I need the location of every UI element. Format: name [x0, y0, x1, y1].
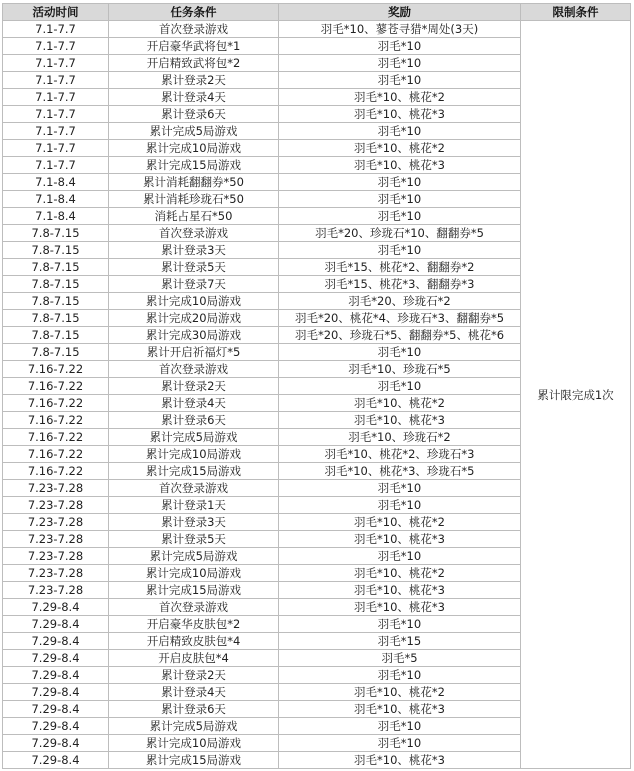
cell-activity-time: 7.23-7.28 — [3, 514, 109, 531]
cell-reward: 羽毛*10 — [279, 174, 521, 191]
cell-task-condition: 累计完成5局游戏 — [109, 718, 279, 735]
cell-task-condition: 累计登录5天 — [109, 531, 279, 548]
header-task-condition: 任务条件 — [109, 4, 279, 21]
cell-reward: 羽毛*10 — [279, 378, 521, 395]
cell-activity-time: 7.1-7.7 — [3, 106, 109, 123]
cell-activity-time: 7.8-7.15 — [3, 344, 109, 361]
cell-reward: 羽毛*10、桃花*2 — [279, 565, 521, 582]
cell-reward: 羽毛*10 — [279, 242, 521, 259]
cell-activity-time: 7.1-7.7 — [3, 157, 109, 174]
cell-task-condition: 累计登录6天 — [109, 701, 279, 718]
cell-activity-time: 7.8-7.15 — [3, 225, 109, 242]
cell-task-condition: 累计完成10局游戏 — [109, 293, 279, 310]
cell-activity-time: 7.8-7.15 — [3, 293, 109, 310]
cell-task-condition: 累计完成10局游戏 — [109, 735, 279, 752]
cell-reward: 羽毛*15、桃花*3、翻翻券*3 — [279, 276, 521, 293]
cell-reward: 羽毛*10、桃花*3 — [279, 582, 521, 599]
cell-task-condition: 累计完成15局游戏 — [109, 157, 279, 174]
cell-activity-time: 7.23-7.28 — [3, 582, 109, 599]
cell-reward: 羽毛*20、珍珑石*2 — [279, 293, 521, 310]
cell-task-condition: 开启精致皮肤包*4 — [109, 633, 279, 650]
table-row — [3, 21, 631, 38]
cell-task-condition: 累计完成15局游戏 — [109, 463, 279, 480]
cell-task-condition: 累计消耗珍珑石*50 — [109, 191, 279, 208]
cell-reward: 羽毛*10 — [279, 497, 521, 514]
cell-reward: 羽毛*10 — [279, 344, 521, 361]
cell-activity-time: 7.16-7.22 — [3, 378, 109, 395]
cell-task-condition: 开启豪华武将包*1 — [109, 38, 279, 55]
cell-task-condition: 累计完成10局游戏 — [109, 446, 279, 463]
cell-task-condition: 累计完成15局游戏 — [109, 582, 279, 599]
cell-task-condition: 开启豪华皮肤包*2 — [109, 616, 279, 633]
cell-activity-time: 7.16-7.22 — [3, 429, 109, 446]
cell-task-condition: 累计完成10局游戏 — [109, 140, 279, 157]
cell-task-condition: 累计完成10局游戏 — [109, 565, 279, 582]
cell-activity-time: 7.29-8.4 — [3, 633, 109, 650]
cell-reward: 羽毛*15 — [279, 633, 521, 650]
cell-task-condition: 累计登录2天 — [109, 667, 279, 684]
cell-reward: 羽毛*10、珍珑石*5 — [279, 361, 521, 378]
cell-reward: 羽毛*10 — [279, 548, 521, 565]
cell-activity-time: 7.29-8.4 — [3, 752, 109, 769]
cell-task-condition: 首次登录游戏 — [109, 21, 279, 38]
cell-activity-time: 7.29-8.4 — [3, 735, 109, 752]
cell-task-condition: 首次登录游戏 — [109, 361, 279, 378]
cell-activity-time: 7.23-7.28 — [3, 480, 109, 497]
cell-activity-time: 7.8-7.15 — [3, 327, 109, 344]
cell-activity-time: 7.8-7.15 — [3, 310, 109, 327]
cell-activity-time: 7.29-8.4 — [3, 718, 109, 735]
cell-activity-time: 7.16-7.22 — [3, 446, 109, 463]
cell-activity-time: 7.8-7.15 — [3, 259, 109, 276]
cell-activity-time: 7.1-7.7 — [3, 123, 109, 140]
cell-reward: 羽毛*20、桃花*4、珍珑石*3、翻翻券*5 — [279, 310, 521, 327]
cell-activity-time: 7.8-7.15 — [3, 242, 109, 259]
cell-activity-time: 7.8-7.15 — [3, 276, 109, 293]
cell-task-condition: 累计登录3天 — [109, 514, 279, 531]
cell-reward: 羽毛*20、珍珑石*10、翻翻券*5 — [279, 225, 521, 242]
cell-activity-time: 7.23-7.28 — [3, 531, 109, 548]
cell-reward: 羽毛*10、桃花*3 — [279, 752, 521, 769]
cell-activity-time: 7.29-8.4 — [3, 599, 109, 616]
cell-task-condition: 累计登录4天 — [109, 89, 279, 106]
cell-task-condition: 累计完成15局游戏 — [109, 752, 279, 769]
cell-task-condition: 累计完成5局游戏 — [109, 123, 279, 140]
header-row — [3, 4, 631, 21]
cell-reward: 羽毛*10、桃花*2 — [279, 89, 521, 106]
cell-reward: 羽毛*10 — [279, 123, 521, 140]
cell-activity-time: 7.1-8.4 — [3, 191, 109, 208]
cell-reward: 羽毛*20、珍珑石*5、翻翻券*5、桃花*6 — [279, 327, 521, 344]
cell-task-condition: 累计登录2天 — [109, 378, 279, 395]
cell-task-condition: 累计登录2天 — [109, 72, 279, 89]
cell-task-condition: 累计完成5局游戏 — [109, 429, 279, 446]
cell-reward: 羽毛*10 — [279, 616, 521, 633]
cell-reward: 羽毛*10、桃花*2 — [279, 514, 521, 531]
cell-task-condition: 累计完成30局游戏 — [109, 327, 279, 344]
cell-activity-time: 7.16-7.22 — [3, 412, 109, 429]
cell-activity-time: 7.16-7.22 — [3, 361, 109, 378]
cell-activity-time: 7.1-7.7 — [3, 140, 109, 157]
cell-task-condition: 累计登录7天 — [109, 276, 279, 293]
cell-task-condition: 累计消耗翻翻券*50 — [109, 174, 279, 191]
cell-task-condition: 累计登录5天 — [109, 259, 279, 276]
table-body — [3, 21, 631, 769]
cell-task-condition: 累计登录4天 — [109, 395, 279, 412]
cell-task-condition: 累计登录3天 — [109, 242, 279, 259]
header-activity-time: 活动时间 — [3, 4, 109, 21]
cell-activity-time: 7.1-7.7 — [3, 38, 109, 55]
cell-reward: 羽毛*10 — [279, 72, 521, 89]
cell-reward: 羽毛*10、桃花*3 — [279, 106, 521, 123]
reward-table-container — [2, 3, 630, 769]
cell-reward: 羽毛*5 — [279, 650, 521, 667]
cell-activity-time: 7.1-8.4 — [3, 174, 109, 191]
cell-task-condition: 累计完成5局游戏 — [109, 548, 279, 565]
cell-reward: 羽毛*10 — [279, 191, 521, 208]
cell-reward: 羽毛*10、桃花*2 — [279, 684, 521, 701]
reward-table — [2, 3, 631, 769]
cell-reward: 羽毛*10 — [279, 667, 521, 684]
cell-reward: 羽毛*10 — [279, 38, 521, 55]
cell-reward: 羽毛*10 — [279, 208, 521, 225]
cell-task-condition: 开启精致武将包*2 — [109, 55, 279, 72]
cell-reward: 羽毛*10 — [279, 735, 521, 752]
cell-reward: 羽毛*10、桃花*2 — [279, 395, 521, 412]
cell-task-condition: 首次登录游戏 — [109, 480, 279, 497]
cell-activity-time: 7.1-8.4 — [3, 208, 109, 225]
cell-task-condition: 累计登录6天 — [109, 106, 279, 123]
cell-limit-condition: 累计限完成1次 — [521, 21, 631, 769]
cell-activity-time: 7.29-8.4 — [3, 650, 109, 667]
cell-activity-time: 7.1-7.7 — [3, 72, 109, 89]
cell-reward: 羽毛*10、珍珑石*2 — [279, 429, 521, 446]
header-limit-condition: 限制条件 — [521, 4, 631, 21]
cell-activity-time: 7.29-8.4 — [3, 684, 109, 701]
cell-activity-time: 7.16-7.22 — [3, 395, 109, 412]
cell-reward: 羽毛*10、桃花*2、珍珑石*3 — [279, 446, 521, 463]
header-reward: 奖励 — [279, 4, 521, 21]
cell-activity-time: 7.23-7.28 — [3, 497, 109, 514]
cell-reward: 羽毛*10、桃花*3 — [279, 701, 521, 718]
cell-task-condition: 累计登录4天 — [109, 684, 279, 701]
cell-reward: 羽毛*10 — [279, 718, 521, 735]
cell-reward: 羽毛*10 — [279, 480, 521, 497]
cell-task-condition: 累计登录1天 — [109, 497, 279, 514]
cell-task-condition: 消耗占星石*50 — [109, 208, 279, 225]
cell-task-condition: 累计完成20局游戏 — [109, 310, 279, 327]
cell-activity-time: 7.29-8.4 — [3, 616, 109, 633]
cell-activity-time: 7.23-7.28 — [3, 565, 109, 582]
cell-activity-time: 7.29-8.4 — [3, 667, 109, 684]
cell-reward: 羽毛*10、桃花*3 — [279, 599, 521, 616]
cell-reward: 羽毛*15、桃花*2、翻翻券*2 — [279, 259, 521, 276]
cell-task-condition: 开启皮肤包*4 — [109, 650, 279, 667]
cell-task-condition: 累计开启祈福灯*5 — [109, 344, 279, 361]
cell-task-condition: 首次登录游戏 — [109, 225, 279, 242]
cell-reward: 羽毛*10、桃花*3 — [279, 412, 521, 429]
cell-reward: 羽毛*10、桃花*2 — [279, 140, 521, 157]
cell-reward: 羽毛*10、桃花*3 — [279, 531, 521, 548]
cell-activity-time: 7.16-7.22 — [3, 463, 109, 480]
cell-activity-time: 7.1-7.7 — [3, 55, 109, 72]
cell-reward: 羽毛*10、蓼苍寻猎*周处(3天) — [279, 21, 521, 38]
cell-activity-time: 7.23-7.28 — [3, 548, 109, 565]
cell-reward: 羽毛*10、桃花*3 — [279, 157, 521, 174]
cell-task-condition: 首次登录游戏 — [109, 599, 279, 616]
cell-reward: 羽毛*10、桃花*3、珍珑石*5 — [279, 463, 521, 480]
cell-reward: 羽毛*10 — [279, 55, 521, 72]
cell-task-condition: 累计登录6天 — [109, 412, 279, 429]
table-header — [3, 4, 631, 21]
cell-activity-time: 7.1-7.7 — [3, 89, 109, 106]
cell-activity-time: 7.29-8.4 — [3, 701, 109, 718]
cell-activity-time: 7.1-7.7 — [3, 21, 109, 38]
